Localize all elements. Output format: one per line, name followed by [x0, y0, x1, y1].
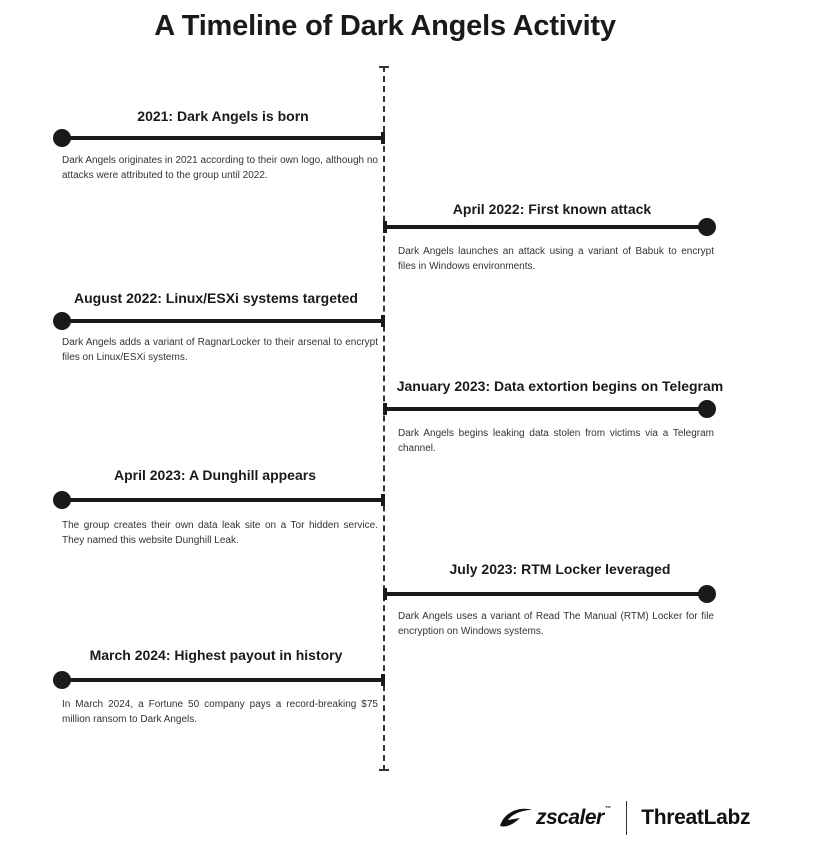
event-title: March 2024: Highest payout in history — [89, 647, 343, 663]
event-connector-line — [62, 136, 384, 140]
event-description: Dark Angels launches an attack using a variant of Babuk to encrypt files in Windows environments. — [398, 246, 714, 272]
event-axis-tick — [381, 494, 385, 506]
event-title: July 2023: RTM Locker leveraged — [449, 561, 671, 577]
timeline-axis-top-cap — [379, 66, 389, 68]
timeline-axis — [383, 66, 385, 771]
footer-divider — [626, 801, 627, 835]
event-title: April 2023: A Dunghill appears — [113, 467, 316, 483]
event-title: January 2023: Data extortion begins on Telegram — [396, 378, 724, 394]
event-marker-dot — [698, 400, 716, 418]
event-connector-line — [385, 407, 707, 411]
event-connector-line — [385, 225, 707, 229]
event-description: Dark Angels begins leaking data stolen from victims via a Telegram channel. — [398, 428, 714, 454]
event-connector-line — [62, 319, 384, 323]
footer-logos — [498, 800, 750, 836]
page-title: A Timeline of Dark Angels Activity — [154, 10, 616, 42]
event-marker-dot — [698, 218, 716, 236]
event-description: The group creates their own data leak site on a Tor hidden service. They named this website Dunghill Leak. — [62, 520, 378, 546]
event-axis-tick — [381, 674, 385, 686]
event-connector-line — [385, 592, 707, 596]
event-description: In March 2024, a Fortune 50 company pays a record-breaking $75 million ransom to Dark Angels. — [62, 699, 378, 725]
zscaler-swoosh-icon — [498, 806, 534, 830]
event-connector-line — [62, 498, 384, 502]
threatlabz-wordmark: ThreatLabz — [641, 806, 751, 829]
event-axis-tick — [381, 132, 385, 144]
event-title: August 2022: Linux/ESXi systems targeted — [74, 290, 358, 306]
event-description: Dark Angels adds a variant of RagnarLocker to their arsenal to encrypt files on Linux/ESXi systems. — [62, 337, 378, 363]
timeline-axis-bottom-cap — [379, 769, 389, 771]
event-title: April 2022: First known attack — [452, 201, 652, 217]
event-marker-dot — [698, 585, 716, 603]
zscaler-wordmark: zscaler™ — [536, 806, 611, 829]
event-description: Dark Angels uses a variant of Read The Manual (RTM) Locker for file encryption on Windows systems. — [398, 611, 714, 637]
zscaler-logo — [498, 806, 610, 830]
event-axis-tick — [381, 315, 385, 327]
event-connector-line — [62, 678, 384, 682]
event-description: Dark Angels originates in 2021 according to their own logo, although no attacks were attributed to the group until 2022. — [62, 155, 378, 181]
event-title: 2021: Dark Angels is born — [137, 108, 309, 124]
